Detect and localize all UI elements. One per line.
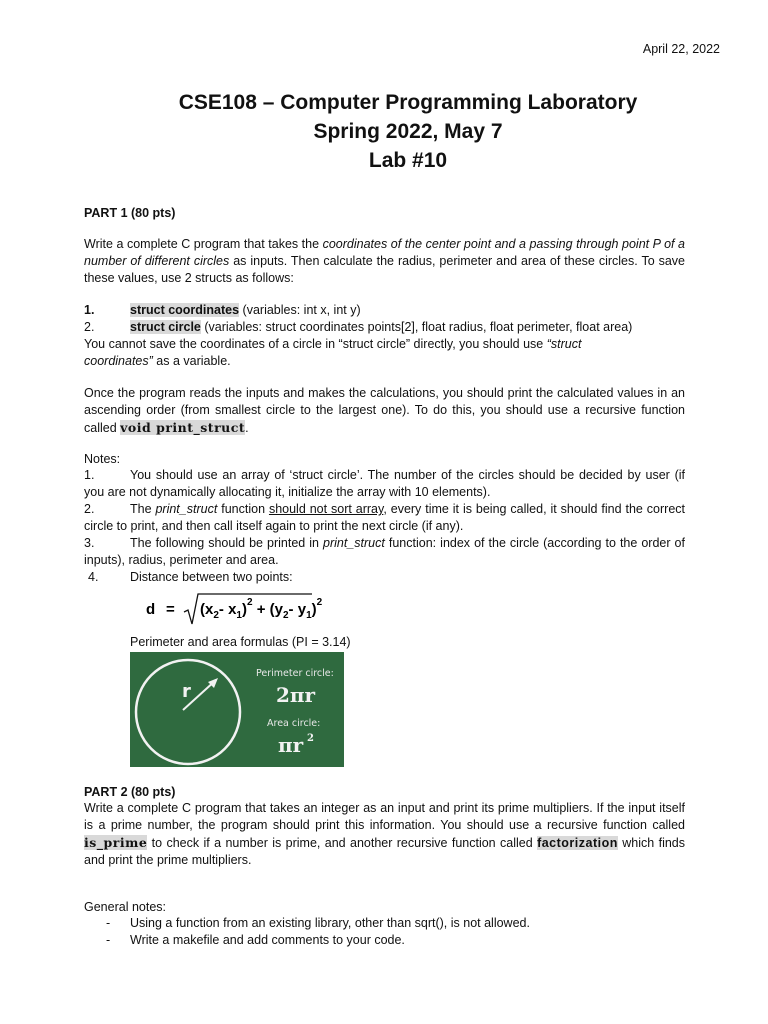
intro-text: Write a complete C program that takes the [84,237,323,251]
note-item-3 [84,535,685,569]
note-text: The [130,502,156,516]
list-number: 2. [84,320,95,334]
note-text: function: index of the circle (according to the order of inputs), radius, perimeter and area. [84,536,685,567]
formula-d: d [146,601,156,618]
para-text: Once the program reads the inputs and makes the calculations, you should print the calculated values in an ascending order (from smallest circle to the largest one). To do this, you should use a recursive function called [84,386,685,435]
note-text: function [217,502,269,516]
document-title [84,88,732,175]
list-number: 1. [84,468,95,482]
note-item-2 [84,501,685,535]
perimeter-formula: 2πr [276,683,316,707]
struct-list [84,302,685,370]
notes-heading: Notes: [84,452,121,466]
general-note-item [106,915,530,932]
function-name: print_struct [323,536,385,550]
struct-desc: (variables: int x, int y) [239,303,361,317]
part2-paragraph [84,800,685,869]
intro-emphasis: coordinates of the center point and a passing through point P of a number of different circles [84,237,685,268]
para-text: Write a complete C program that takes an integer as an input and print its prime multipliers. If the input itself is a prime number, the program should print this information. You should use a recursive function called [84,801,685,832]
notes-list [84,467,685,586]
general-notes-heading: General notes: [84,900,166,914]
list-number: 3. [84,536,95,550]
struct-name: struct coordinates [130,303,240,317]
para-text: to check if a number is prime, and another recursive function called [147,836,538,850]
area-exponent: 2 [307,733,314,744]
formula-eq: = [166,601,175,618]
intro-text-end: as inputs. Then calculate the radius, perimeter and area of these circles. To save these values, use 2 structs as follows: [84,254,686,285]
note-item-4 [84,569,685,586]
radius-label: r [182,681,191,702]
list-number: 1. [84,303,95,317]
list-number: 4. [88,570,99,584]
struct-item-1 [84,302,685,319]
title-line-2: Spring 2022, May 7 [313,120,503,143]
struct-desc: (variables: struct coordinates points[2], float radius, float perimeter, float area) [200,320,633,334]
function-name: void print_struct [120,420,246,435]
note-text: , every time it is being called, it should find the correct circle to print, and then call itself again to print the next circle (if any). [84,502,685,533]
part1-print-paragraph [84,385,685,437]
distance-formula-svg [144,590,344,628]
note-emphasis: “struct coordinates” [84,337,582,368]
part1-intro [84,236,685,287]
function-name-is-prime: is_prime [84,835,148,850]
document-date: April 22, 2022 [642,42,720,56]
function-name: print_struct [155,502,218,516]
para-text-end: . [245,421,249,435]
formula-caption: Perimeter and area formulas (PI = 3.14) [130,635,351,649]
chalkboard-svg [130,652,344,767]
formula-body: ($x_2-$ $x_1)^2 + (y_2-$ $y_1)^2$ [200,597,323,621]
part1-heading: PART 1 (80 pts) [84,206,176,220]
area-formula: πr [278,733,304,757]
struct-item-2 [84,319,685,336]
area-label: Area circle: [267,718,321,729]
note-text: Write a makefile and add comments to your code. [130,933,405,947]
perimeter-label: Perimeter circle: [256,668,334,679]
general-notes-list [106,915,530,949]
note-item-1 [84,467,685,501]
note-text: The following should be printed in [130,536,324,550]
title-line-1: CSE108 – Computer Programming Laboratory [178,91,638,114]
note-text: You should use an array of ‘struct circle’. The number of the circles should be decided by user (if you are not dynamically allocating it, initialize the array with 10 elements). [84,468,685,499]
underlined-text: should not sort array [268,502,384,516]
general-note-item [106,932,530,949]
list-number: 2. [84,502,95,516]
part2-heading: PART 2 (80 pts) [84,785,176,799]
note-text: You cannot save the coordinates of a circle in “struct circle” directly, you should use [84,337,547,351]
note-text-end: as a variable. [152,354,231,368]
struct-note [84,336,624,370]
circle-formulas-image [130,652,344,767]
note-text: Distance between two points: [130,570,293,584]
title-line-3: Lab #10 [368,149,448,172]
list-dash: - [106,916,111,930]
distance-formula [144,590,344,632]
note-text: Using a function from an existing library, other than sqrt(), is not allowed. [130,916,530,930]
list-dash: - [106,933,111,947]
para-text-end: which finds and print the prime multipliers. [84,836,685,867]
struct-name: struct circle [130,320,201,334]
function-name-factorization: factorization [537,836,618,850]
